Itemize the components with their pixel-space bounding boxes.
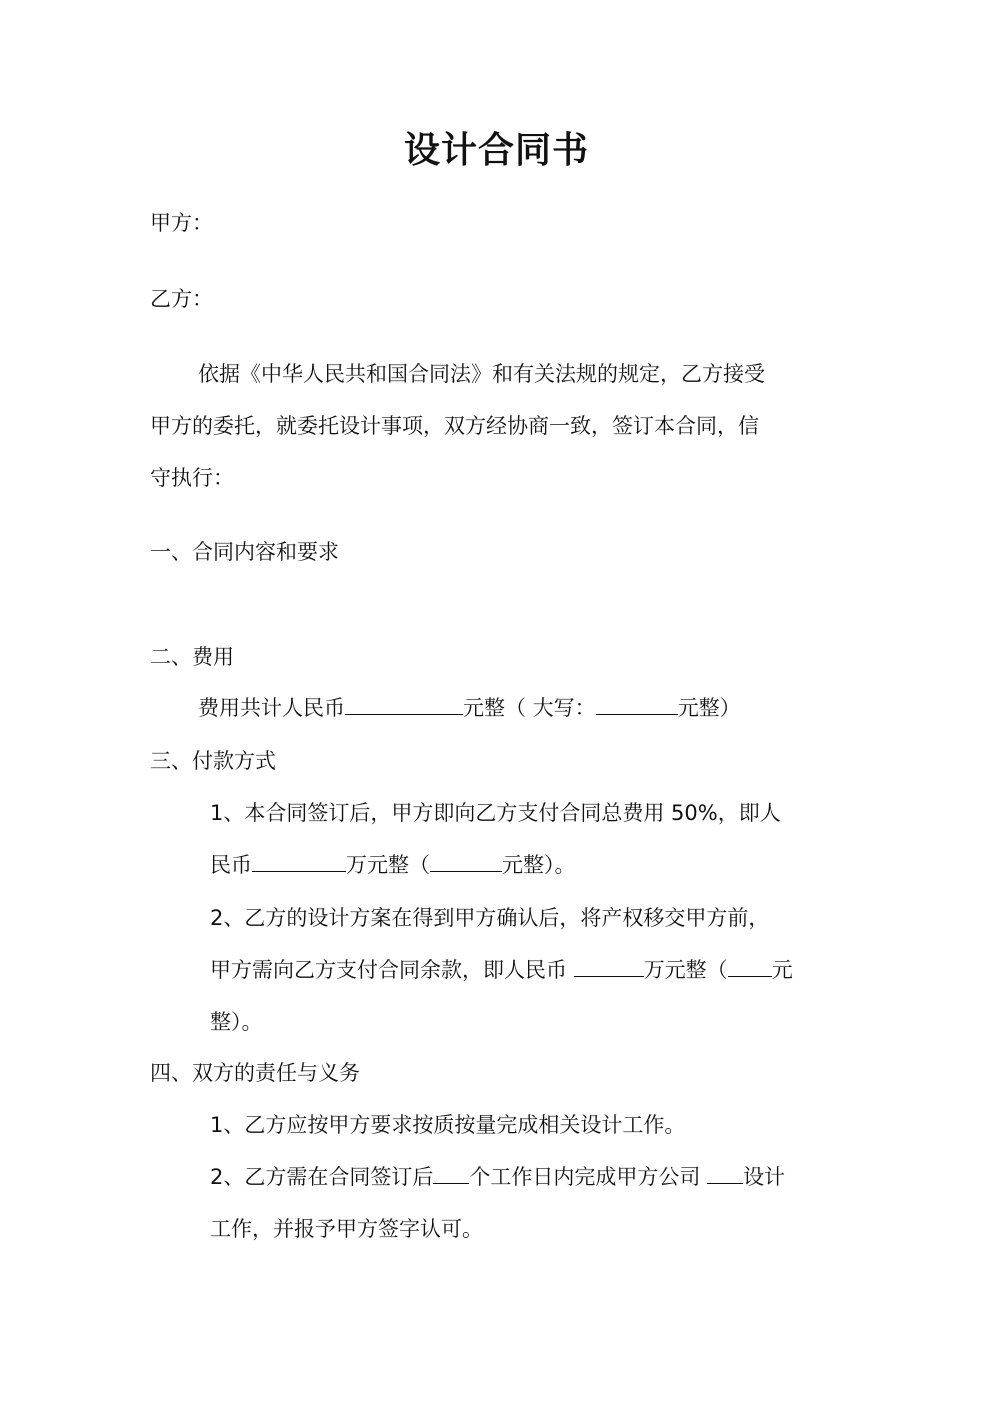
section-2-heading: 二、费用 bbox=[150, 645, 234, 669]
first-payment-amount-blank[interactable] bbox=[252, 851, 346, 872]
fee-capital-blank[interactable] bbox=[596, 694, 678, 715]
fee-mid: 元整（ 大写： bbox=[463, 696, 596, 720]
fee-suffix: 元整） bbox=[677, 696, 741, 720]
working-days-blank[interactable] bbox=[433, 1163, 469, 1184]
payment-item-1-line-2: 民币 万元整（ 元整）。 bbox=[210, 853, 576, 877]
intro-line-3: 守执行： bbox=[150, 466, 234, 490]
fee-line bbox=[198, 693, 741, 723]
balance-amount-blank[interactable] bbox=[574, 956, 644, 977]
intro-line-2: 甲方的委托，就委托设计事项，双方经协商一致，签订本合同，信 bbox=[150, 414, 759, 438]
intro-line-1: 依据《中华人民共和国合同法》和有关法规的规定，乙方接受 bbox=[198, 362, 765, 386]
section-1-heading: 一、合同内容和要求 bbox=[150, 540, 339, 564]
payment-item-2-line-1: 2、乙方的设计方案在得到甲方确认后，将产权移交甲方前， bbox=[210, 906, 770, 930]
payment-item-2-line-2: 甲方需向乙方支付合同余款，即人民币 万元整（ 元 bbox=[210, 958, 793, 982]
section-4-heading: 四、双方的责任与义务 bbox=[150, 1061, 360, 1085]
duty-item-2-line-2: 工作，并报予甲方签字认可。 bbox=[210, 1217, 483, 1241]
first-payment-capital-blank[interactable] bbox=[430, 851, 502, 872]
payment-item-2-line-3: 整）。 bbox=[210, 1010, 263, 1034]
fee-prefix: 费用共计人民币 bbox=[198, 696, 345, 720]
section-3-heading: 三、付款方式 bbox=[150, 749, 276, 773]
balance-capital-blank[interactable] bbox=[728, 956, 772, 977]
document-title: 设计合同书 bbox=[403, 129, 589, 171]
payment-item-1-line-1: 1、本合同签订后，甲方即向乙方支付合同总费用 50%，即人 bbox=[210, 801, 781, 825]
party-b-label: 乙方： bbox=[150, 287, 213, 311]
duty-item-1: 1、乙方应按甲方要求按质按量完成相关设计工作。 bbox=[210, 1113, 686, 1137]
fee-amount-blank[interactable] bbox=[345, 694, 463, 715]
design-item-blank[interactable] bbox=[707, 1163, 743, 1184]
party-a-label: 甲方： bbox=[150, 211, 213, 235]
duty-item-2-line-1: 2、乙方需在合同签订后 个工作日内完成甲方公司 设计 bbox=[210, 1165, 786, 1189]
